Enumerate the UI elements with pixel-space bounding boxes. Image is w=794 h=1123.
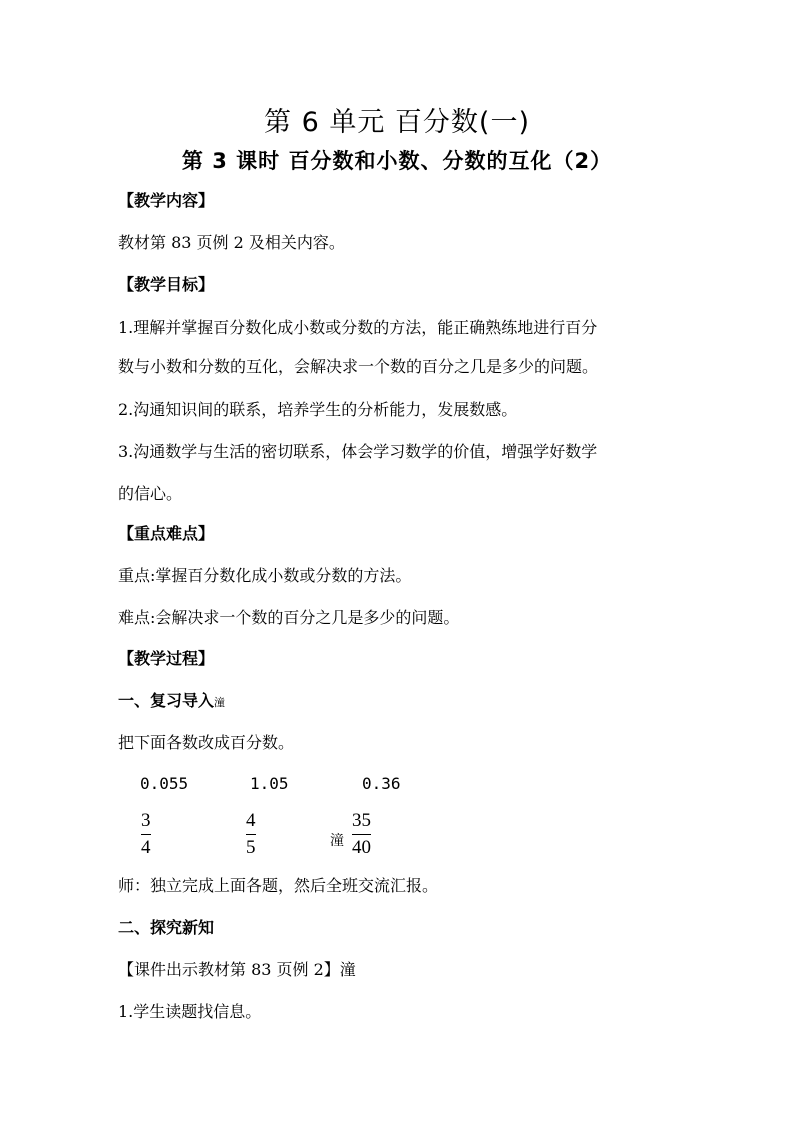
fraction-3-denominator: 40 xyxy=(352,837,371,858)
fraction-1-denominator: 4 xyxy=(141,837,151,858)
fraction-3 xyxy=(352,810,371,859)
difficult-point: 难点:会解决求一个数的百分之几是多少的问题。 xyxy=(118,608,460,627)
fraction-1-bar xyxy=(141,834,151,835)
content-heading: 【教学内容】 xyxy=(118,191,215,210)
process-heading: 【教学过程】 xyxy=(118,649,215,668)
fraction-2-bar xyxy=(246,834,256,835)
lesson-subtitle: 第 3 课时 百分数和小数、分数的互化（2） xyxy=(181,149,613,173)
review-mark: 潼 xyxy=(214,696,226,709)
fraction-1-numerator: 3 xyxy=(141,810,151,831)
unit-title: 第 6 单元 百分数(一) xyxy=(264,107,530,138)
step-1: 1.学生读题找信息。 xyxy=(118,1002,262,1021)
fraction-2-denominator: 5 xyxy=(246,837,256,858)
courseware-line: 【课件出示教材第 83 页例 2】潼 xyxy=(118,960,356,979)
goal-1-line-2: 数与小数和分数的互化，会解决求一个数的百分之几是多少的问题。 xyxy=(118,357,599,376)
decimal-3: 0.36 xyxy=(362,774,401,793)
goal-2: 2.沟通知识间的联系，培养学生的分析能力，发展数感。 xyxy=(118,400,518,419)
fraction-1 xyxy=(141,810,151,859)
content-text: 教材第 83 页例 2 及相关内容。 xyxy=(118,233,345,252)
goals-heading: 【教学目标】 xyxy=(118,275,215,294)
goal-3-line-2: 的信心。 xyxy=(118,484,183,503)
teacher-line: 师：独立完成上面各题，然后全班交流汇报。 xyxy=(118,876,439,895)
review-instruction: 把下面各数改成百分数。 xyxy=(118,733,295,752)
decimal-1: 0.055 xyxy=(140,774,189,793)
fraction-2 xyxy=(246,810,256,859)
explore-heading: 二、探究新知 xyxy=(118,918,215,937)
goal-1-line-1: 1.理解并掌握百分数化成小数或分数的方法，能正确熟练地进行百分 xyxy=(118,318,598,337)
fraction-2-numerator: 4 xyxy=(246,810,256,831)
fraction-3-numerator: 35 xyxy=(352,810,371,831)
key-point: 重点:掌握百分数化成小数或分数的方法。 xyxy=(118,566,412,585)
fraction-3-bar xyxy=(352,834,371,835)
review-heading: 一、复习导入 xyxy=(118,691,215,710)
fraction-3-prefix: 潼 xyxy=(330,833,344,849)
review-heading-row xyxy=(118,689,698,715)
goal-3-line-1: 3.沟通数学与生活的密切联系，体会学习数学的价值，增强学好数学 xyxy=(118,442,598,461)
decimal-2: 1.05 xyxy=(250,774,289,793)
key-heading: 【重点难点】 xyxy=(118,524,215,543)
